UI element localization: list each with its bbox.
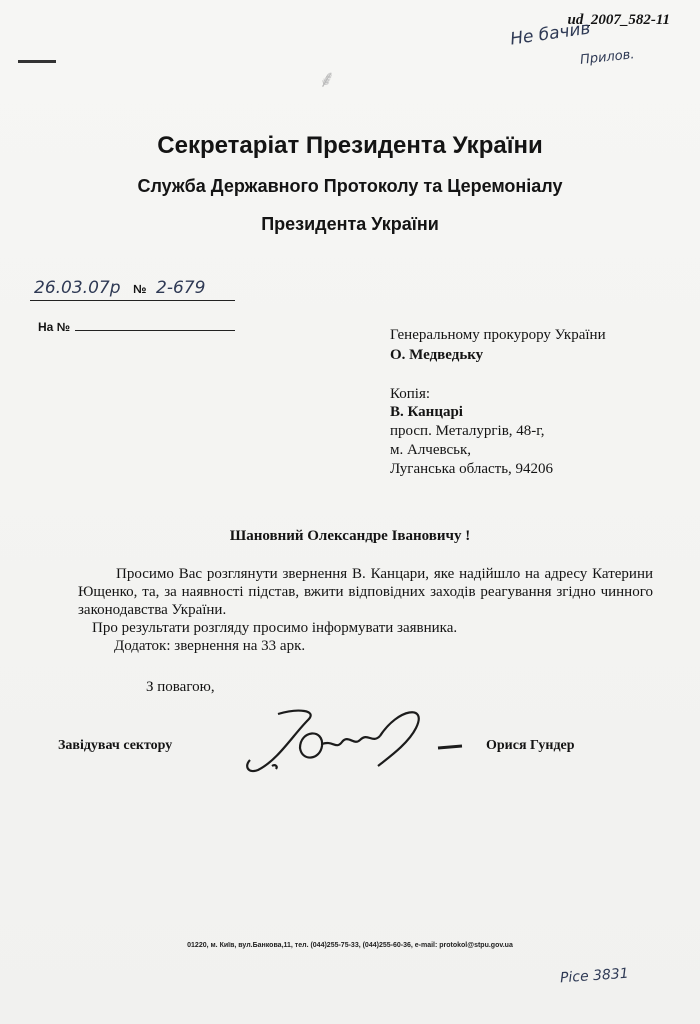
copy-label: Копія: <box>390 386 431 402</box>
header-subtitle: Служба Державного Протоколу та Церемоніалу <box>137 176 563 196</box>
signer-position: Завідувач сектору <box>58 738 173 753</box>
footer-contacts: 01220, м. Київ, вул.Банкова,11, тел. (044)255-75-33, (044)255-60-36, e-mail: protokol@stpu.gov.ua <box>187 942 513 949</box>
corner-handwritten-note: Не бачив <box>509 18 592 50</box>
reply-to-label: На № <box>38 320 71 334</box>
copy-city: м. Алчевськ, <box>390 442 472 458</box>
copy-region: Луганська область, 94206 <box>390 461 554 477</box>
attachment-line: Додаток: звернення на 33 арк. <box>114 638 306 654</box>
registration-number-label: № <box>133 282 147 296</box>
header-subtitle-2: Президента України <box>261 214 439 234</box>
addressee-title: Генеральному прокурору України <box>390 327 606 343</box>
corner-handwritten-mark: Прилов. <box>579 47 636 68</box>
bottom-handwritten-mark: Pice 3831 <box>559 965 630 987</box>
closing: З повагою, <box>146 679 215 695</box>
salutation: Шановний Олександре Івановичу ! <box>229 528 471 544</box>
header-title: Секретаріат Президента України <box>157 132 543 159</box>
letter-body <box>78 565 653 655</box>
registration-date: 26.03.07р <box>34 278 121 298</box>
copy-name: В. Канцарі <box>390 404 463 420</box>
addressee-name: О. Медведьку <box>390 347 484 363</box>
document-id: ud_2007_582-11 <box>567 12 670 28</box>
emblem-trace: ⸙ <box>318 67 336 93</box>
reply-to-line <box>75 330 235 331</box>
edge-mark <box>18 60 56 63</box>
registration-number: 2-679 <box>156 278 206 298</box>
handwritten-signature <box>238 700 470 780</box>
copy-street: просп. Металургів, 48-г, <box>390 423 545 439</box>
body-paragraph-1: Просимо Вас розглянути звернення В. Канцари, яке надійшло на адресу Катерини Ющенко, та, за наявності підстав, вжити відповідних заходів реагування згідно чинного законодавства України. <box>78 566 653 618</box>
signer-name: Орися Гундер <box>486 738 575 753</box>
body-paragraph-2: Про результати розгляду просимо інформувати заявника. <box>92 620 458 636</box>
